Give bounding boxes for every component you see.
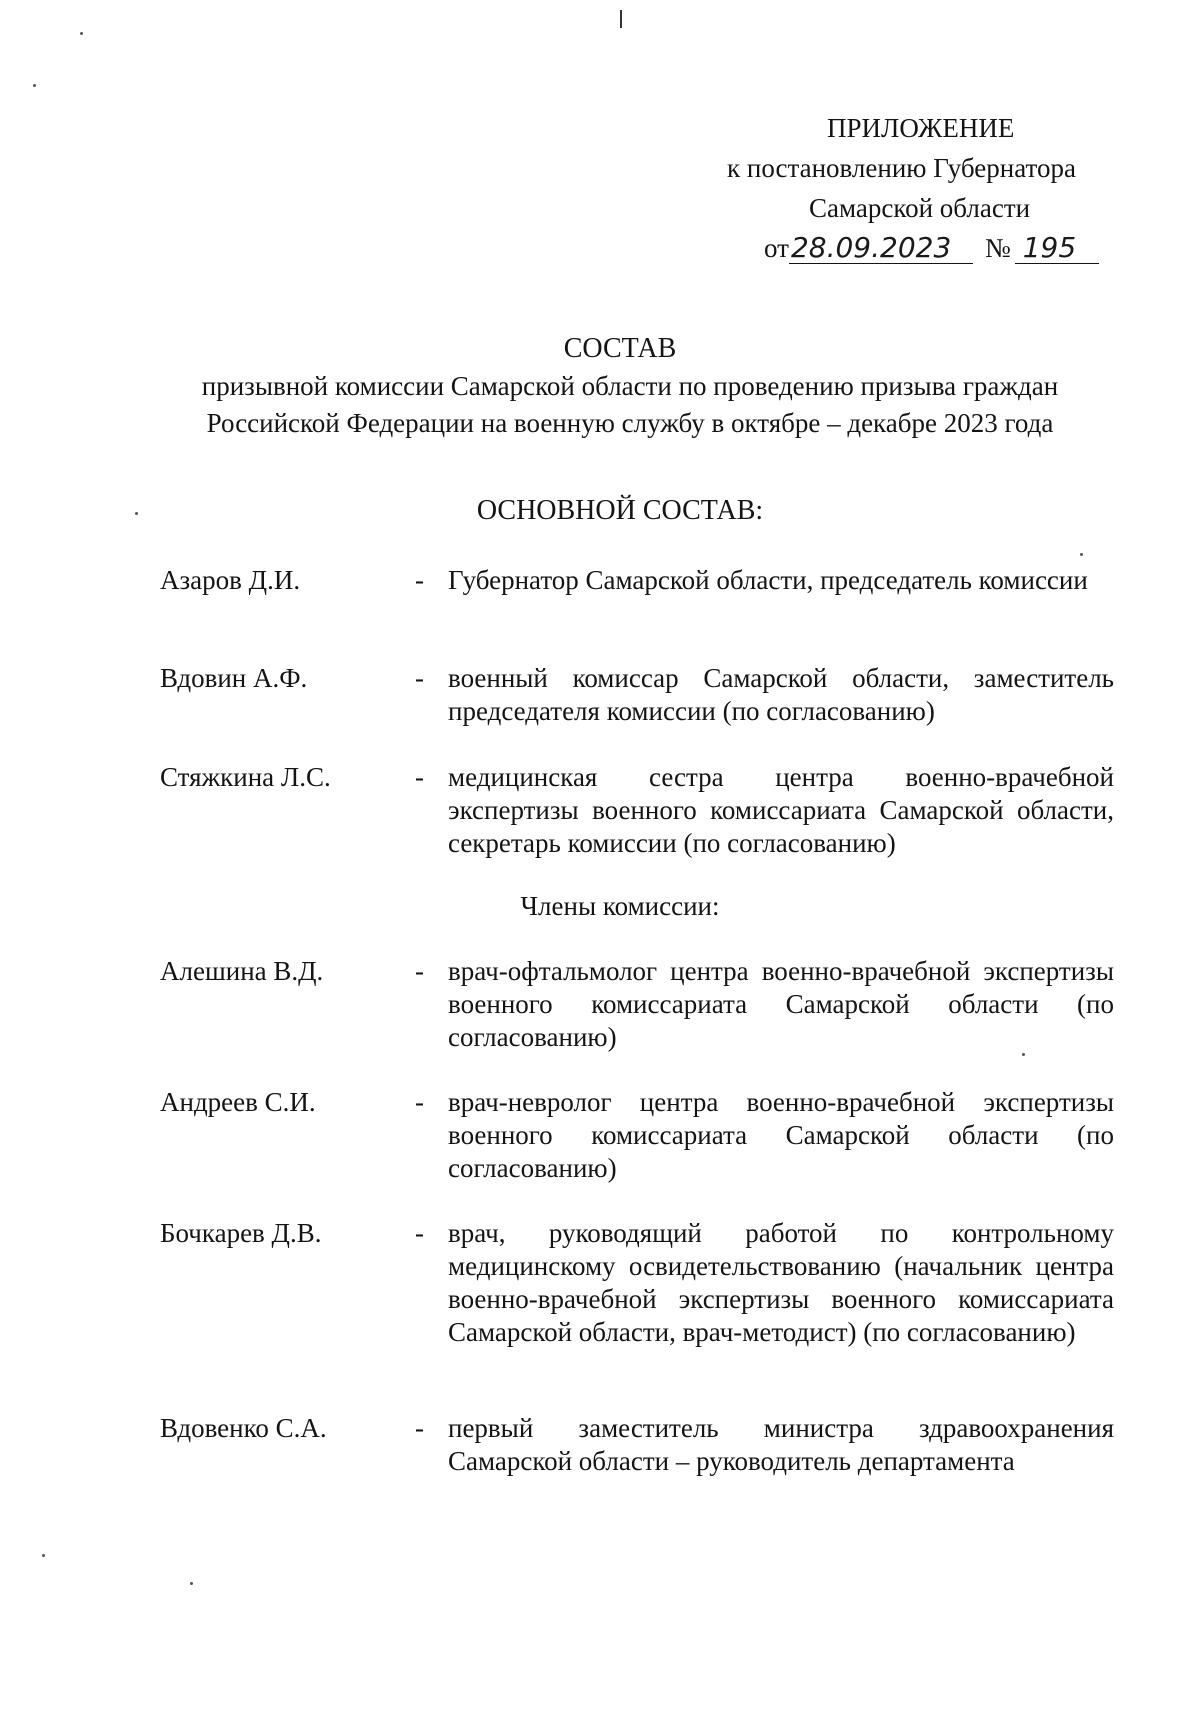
member-dash: -	[415, 663, 424, 693]
member-dash: -	[415, 1413, 424, 1443]
member-name: Вдовенко С.А.	[160, 1413, 327, 1443]
member-name: Бочкарев Д.В.	[160, 1218, 322, 1248]
appendix-region-line: Самарской области	[809, 193, 1031, 223]
member-dash: -	[415, 956, 424, 986]
handwritten-date: 28.09.2023	[789, 233, 973, 264]
member-role: медицинская сестра центра военно-врачебной экспертизы военного комиссариата Самарской области, секретарь комиссии (по согласованию)	[448, 762, 1114, 858]
scan-speck	[80, 32, 83, 35]
scan-mark	[620, 10, 622, 28]
member-role: военный комиссар Самарской области, заместитель председателя комиссии (по согласованию)	[448, 663, 1114, 726]
member-role: Губернатор Самарской области, председатель комиссии	[448, 565, 1088, 595]
member-entry	[160, 955, 1114, 1054]
document-title: СОСТАВ	[563, 333, 677, 364]
member-dash: -	[415, 1218, 424, 1248]
member-role: первый заместитель министра здравоохранения Самарской области – руководитель департамента	[448, 1413, 1114, 1476]
number-sign: №	[984, 233, 1011, 263]
member-dash: -	[415, 565, 424, 595]
appendix-decree-line: к постановлению Губернатора	[727, 153, 1076, 183]
member-entry	[160, 761, 1114, 860]
member-role: врач-невролог центра военно-врачебной экспертизы военного комиссариата Самарской области (по согласованию)	[448, 1087, 1114, 1183]
member-entry	[160, 1086, 1114, 1185]
scan-speck	[1080, 553, 1083, 556]
appendix-block	[720, 108, 1140, 268]
member-dash: -	[415, 762, 424, 792]
member-name: Стяжкина Л.С.	[160, 762, 331, 792]
member-entry	[160, 564, 1114, 597]
date-prefix: от	[764, 233, 789, 263]
member-dash: -	[415, 1087, 424, 1117]
member-role: врач-офтальмолог центра военно-врачебной экспертизы военного комиссариата Самарской области (по согласованию)	[448, 956, 1114, 1052]
scan-speck	[42, 1554, 45, 1557]
member-entry	[160, 1412, 1114, 1478]
scan-speck	[33, 84, 36, 87]
member-name: Андреев С.И.	[160, 1087, 316, 1117]
scan-speck	[190, 1582, 193, 1585]
member-role: врач, руководящий работой по контрольному медицинскому освидетельствованию (начальник центра военно-врачебной экспертизы военного комиссариата Самарской области, врач-методист) (по согласованию)	[448, 1218, 1114, 1347]
member-entry	[160, 662, 1114, 728]
appendix-title: ПРИЛОЖЕНИЕ	[827, 113, 1015, 143]
member-name: Алешина В.Д.	[160, 956, 324, 986]
members-heading: Члены комиссии:	[520, 891, 720, 921]
handwritten-number: 195	[1015, 233, 1099, 264]
member-entry	[160, 1217, 1114, 1349]
member-name: Азаров Д.И.	[160, 565, 301, 595]
member-name: Вдовин А.Ф.	[160, 663, 308, 693]
section-heading: ОСНОВНОЙ СОСТАВ:	[476, 495, 764, 526]
document-subtitle: призывной комиссии Самарской области по проведению призыва граждан Российской Федерации на военную службу в октябре – декабре 2023 года	[201, 371, 1059, 438]
appendix-date-line	[720, 228, 1140, 268]
